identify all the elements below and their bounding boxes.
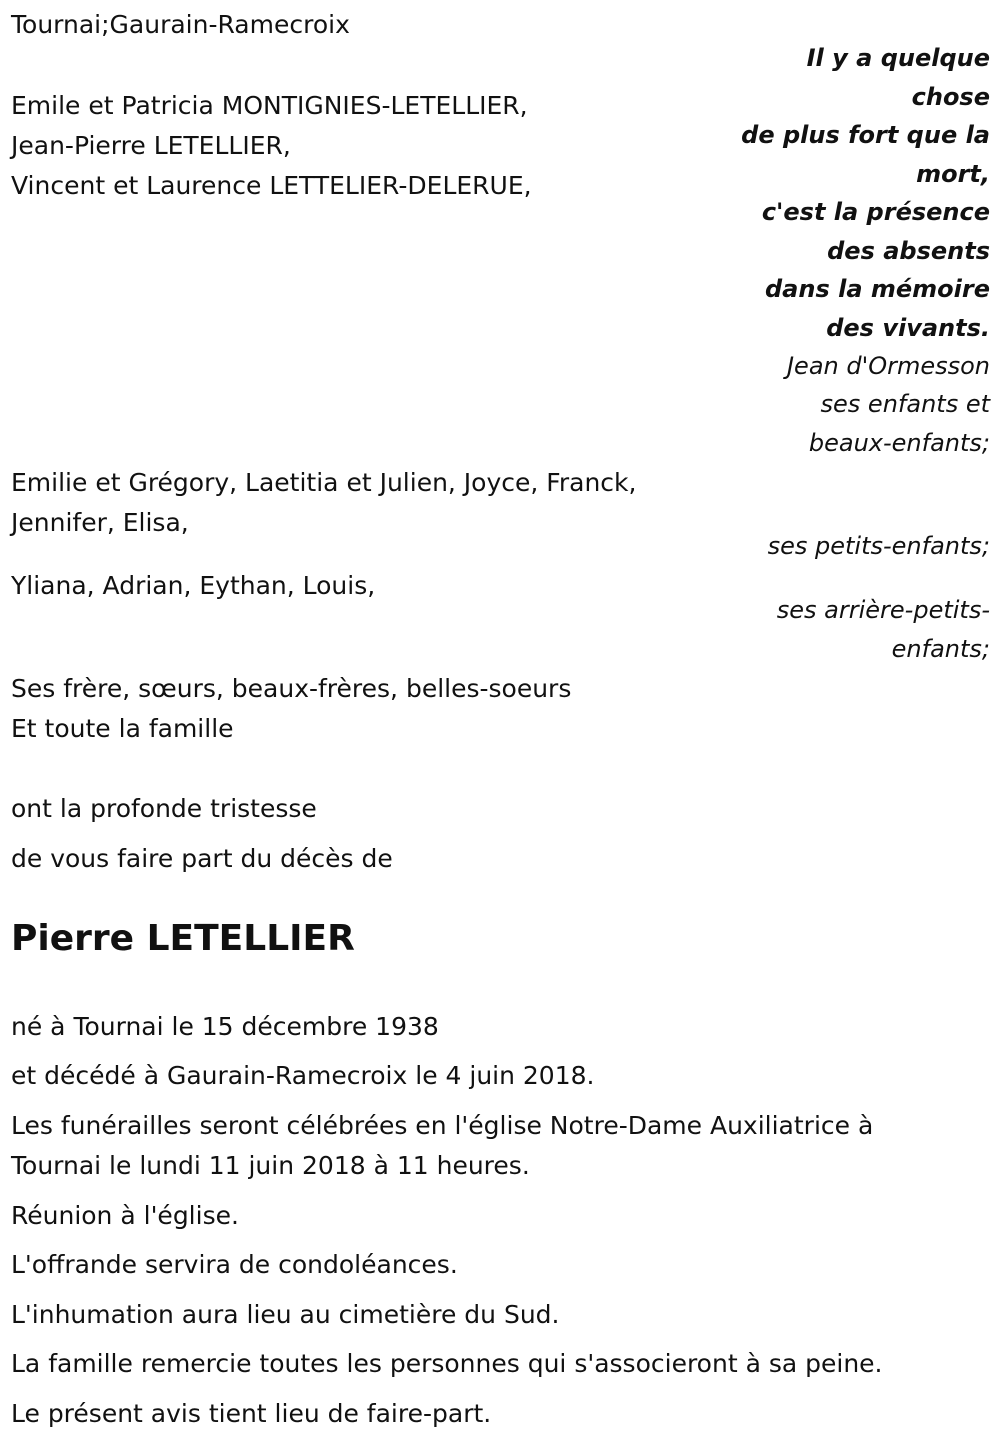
funeral-info: Tournai le lundi 11 juin 2018 à 11 heures. [11,1151,530,1180]
announcement-line: ont la profonde tristesse [11,794,317,823]
quote-line: c'est la présence [761,198,990,226]
great-grandchildren-line: Yliana, Adrian, Eythan, Louis, [11,571,376,600]
offering-info: L'offrande servira de condoléances. [11,1250,458,1279]
burial-info: L'inhumation aura lieu au cimetière du Sud. [11,1300,560,1329]
announcement-line: de vous faire part du décès de [11,844,393,873]
funeral-info: Les funérailles seront célébrées en l'église Notre-Dame Auxiliatrice à [11,1111,874,1140]
grandchildren-line: Jennifer, Elisa, [11,508,189,537]
birth-info: né à Tournai le 15 décembre 1938 [11,1012,439,1041]
children-label: ses enfants et [820,390,990,418]
children-line: Vincent et Laurence LETTELIER-DELERUE, [11,171,532,200]
great-grandchildren-label: ses arrière-petits- [776,596,990,624]
children-label: beaux-enfants; [808,429,990,457]
quote-author: Jean d'Ormesson [786,352,990,380]
location-header: Tournai;Gaurain-Ramecroix [11,10,350,39]
children-line: Jean-Pierre LETELLIER, [11,131,291,160]
death-info: et décédé à Gaurain-Ramecroix le 4 juin 2018. [11,1061,595,1090]
quote-line: de plus fort que la [741,121,990,149]
whole-family-line: Et toute la famille [11,714,234,743]
deceased-name: Pierre LETELLIER [11,918,355,959]
grandchildren-label: ses petits-enfants; [767,532,990,560]
quote-line: des vivants. [826,314,990,342]
meeting-info: Réunion à l'église. [11,1201,239,1230]
notice-info: Le présent avis tient lieu de faire-part. [11,1399,492,1428]
quote-line: chose [911,83,990,111]
quote-line: des absents [827,237,990,265]
grandchildren-line: Emilie et Grégory, Laetitia et Julien, Joyce, Franck, [11,468,637,497]
thanks-info: La famille remercie toutes les personnes qui s'associeront à sa peine. [11,1349,883,1378]
quote-line: dans la mémoire [765,275,990,303]
quote-line: Il y a quelque [806,44,990,72]
siblings-line: Ses frère, sœurs, beaux-frères, belles-soeurs [11,674,572,703]
children-line: Emile et Patricia MONTIGNIES-LETELLIER, [11,91,528,120]
great-grandchildren-label: enfants; [891,635,990,663]
quote-line: mort, [916,160,990,188]
